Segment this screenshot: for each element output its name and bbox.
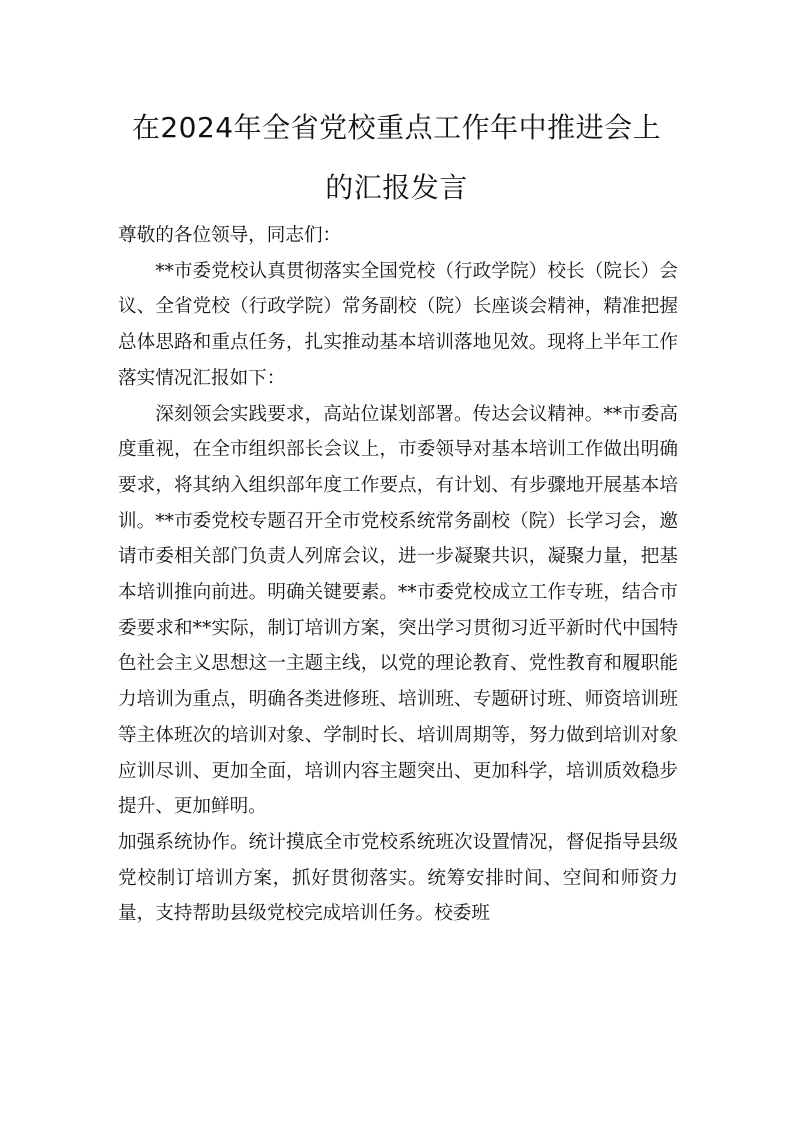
document-title-line-2: 的汇报发言 [325,171,468,204]
salutation: 尊敬的各位领导，同志们： [118,225,342,246]
paragraph-coordination: 加强系统协作。统计摸底全市党校系统班次设置情况，督促指导县级党校制订培训方案，抓好贯彻落实。统筹安排时间、空间和师资力量，支持帮助县级党校完成培训任务。校委班 [118,831,678,925]
document-body [118,218,678,932]
document-title-line-1: 在2024年全省党校重点工作年中推进会上 [131,111,662,144]
paragraph-deployment: 深刻领会实践要求，高站位谋划部署。传达会议精神。**市委高度重视，在全市组织部长会议上，市委领导对基本培训工作做出明确要求，将其纳入组织部年度工作要点，有计划、有步骤地开展基本培训。**市委党校专题召开全市党校系统常务副校（院）长学习会，邀请市委相关部门负责人列席会议，进一步凝聚共识，凝聚力量，把基本培训推向前进。明确关键要素。**市委党校成立工作专班，结合市委要求和**实际，制订培训方案，突出学习贯彻习近平新时代中国特色社会主义思想这一主题主线，以党的理论教育、党性教育和履职能力培训为重点，明确各类进修班、培训班、专题研讨班、师资培训班等主体班次的培训对象、学制时长、培训周期等，努力做到培训对象应训尽训、更加全面，培训内容主题突出、更加科学，培训质效稳步提升、更加鲜明。 [118,403,678,818]
paragraph-intro: **市委党校认真贯彻落实全国党校（行政学院）校长（院长）会议、全省党校（行政学院）常务副校（院）长座谈会精神，精准把握总体思路和重点任务，扎实推动基本培训落地见效。现将上半年工作落实情况汇报如下： [118,260,678,389]
